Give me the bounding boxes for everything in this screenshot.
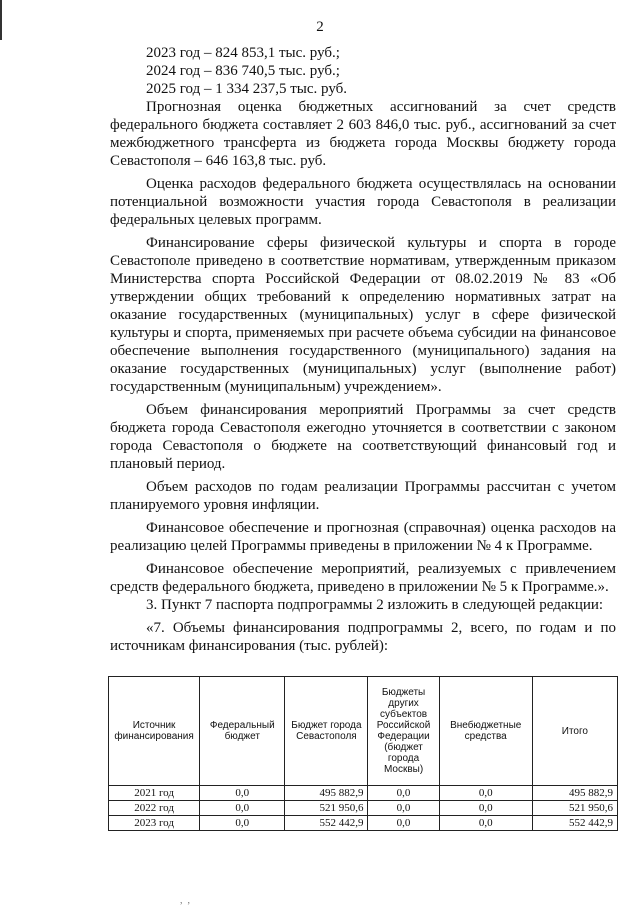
table-header-row: [109, 677, 618, 786]
cell-city: 521 950,6: [285, 801, 368, 816]
cell-federal: 0,0: [200, 816, 285, 831]
cell-federal: 0,0: [200, 786, 285, 801]
cell-extrabudgetary: 0,0: [439, 816, 532, 831]
paragraph-appendix-5: Финансовое обеспечение мероприятий, реализуемых с привлечением средств федерального бюджета, приведено в приложении № 5 к Программе.».: [110, 561, 616, 595]
budget-line-2024: 2024 год – 836 740,5 тыс. руб.;: [146, 63, 340, 79]
paragraph-inflation: Объем расходов по годам реализации Программы рассчитан с учетом планируемого уровня инфляции.: [110, 479, 616, 513]
header-other-subjects: Бюджеты других субъектов Российской Федерации (бюджет города Москвы): [368, 677, 439, 786]
cell-total: 552 442,9: [532, 816, 617, 831]
cell-year: 2022 год: [109, 801, 200, 816]
header-city: Бюджет города Севастополя: [285, 677, 368, 786]
budget-line-2025: 2025 год – 1 334 237,5 тыс. руб.: [146, 81, 348, 97]
cell-other: 0,0: [368, 816, 439, 831]
header-federal: Федеральный бюджет: [200, 677, 285, 786]
paragraph-city-budget: Объем финансирования мероприятий Программы за счет средств бюджета города Севастополя ежегодно уточняется в соответствии с законом города Севастополя о бюджете на соответствующий финансовый год и плановый период.: [110, 402, 616, 472]
cell-year: 2021 год: [109, 786, 200, 801]
cell-federal: 0,0: [200, 801, 285, 816]
cell-other: 0,0: [368, 786, 439, 801]
paragraph-item-3: 3. Пункт 7 паспорта подпрограммы 2 изложить в следующей редакции:: [146, 597, 604, 613]
table-row: [109, 786, 618, 801]
header-extrabudgetary: Внебюджетные средства: [439, 677, 532, 786]
budget-line-2023: 2023 год – 824 853,1 тыс. руб.;: [146, 45, 340, 61]
funding-table-wrapper: [108, 676, 618, 831]
cell-city: 495 882,9: [285, 786, 368, 801]
page-number: 2: [316, 19, 324, 35]
scan-artifact: , ,: [180, 895, 190, 906]
paragraph-subprogram-funding: «7. Объемы финансирования подпрограммы 2, всего, по годам и по источникам финансирования (тыс. рублей):: [110, 620, 616, 654]
cell-total: 495 882,9: [532, 786, 617, 801]
document-body: [110, 44, 616, 655]
paragraph-federal-estimate: Прогнозная оценка бюджетных ассигнований за счет средств федерального бюджета составляет 2 603 846,0 тыс. руб., ассигнований за счет межбюджетного трансферта из бюджета города Москвы бюджету города Севастополя – 646 163,8 тыс. руб.: [110, 99, 616, 169]
cell-year: 2023 год: [109, 816, 200, 831]
paragraph-sport-financing: Финансирование сферы физической культуры и спорта в городе Севастополе приведено в соответствие нормативам, утвержденным приказом Министерства спорта Российской Федерации от 08.02.2019 № 83 «Об утверждении общих требований к определению нормативных затрат на оказание государственных (муниципальных) услуг в сфере физической культуры и спорта, применяемых при расчете объема субсидии на финансовое обеспечение выполнения государственного (муниципального) задания на оказание государственных (муниципальных) услуг (выполнение работ) государственным (муниципальным) учреждением».: [110, 235, 616, 395]
cell-extrabudgetary: 0,0: [439, 786, 532, 801]
table-row: [109, 801, 618, 816]
paragraph-appendix-4: Финансовое обеспечение и прогнозная (справочная) оценка расходов на реализацию целей Программы приведены в приложении № 4 к Программе.: [110, 520, 616, 554]
cell-extrabudgetary: 0,0: [439, 801, 532, 816]
funding-table: [108, 676, 618, 831]
cell-total: 521 950,6: [532, 801, 617, 816]
header-total: Итого: [532, 677, 617, 786]
paragraph-federal-assessment: Оценка расходов федерального бюджета осуществлялась на основании потенциальной возможности участия города Севастополя в реализации федеральных целевых программ.: [110, 176, 616, 228]
cell-city: 552 442,9: [285, 816, 368, 831]
table-row: [109, 816, 618, 831]
cell-other: 0,0: [368, 801, 439, 816]
header-source: Источник финансирования: [109, 677, 200, 786]
